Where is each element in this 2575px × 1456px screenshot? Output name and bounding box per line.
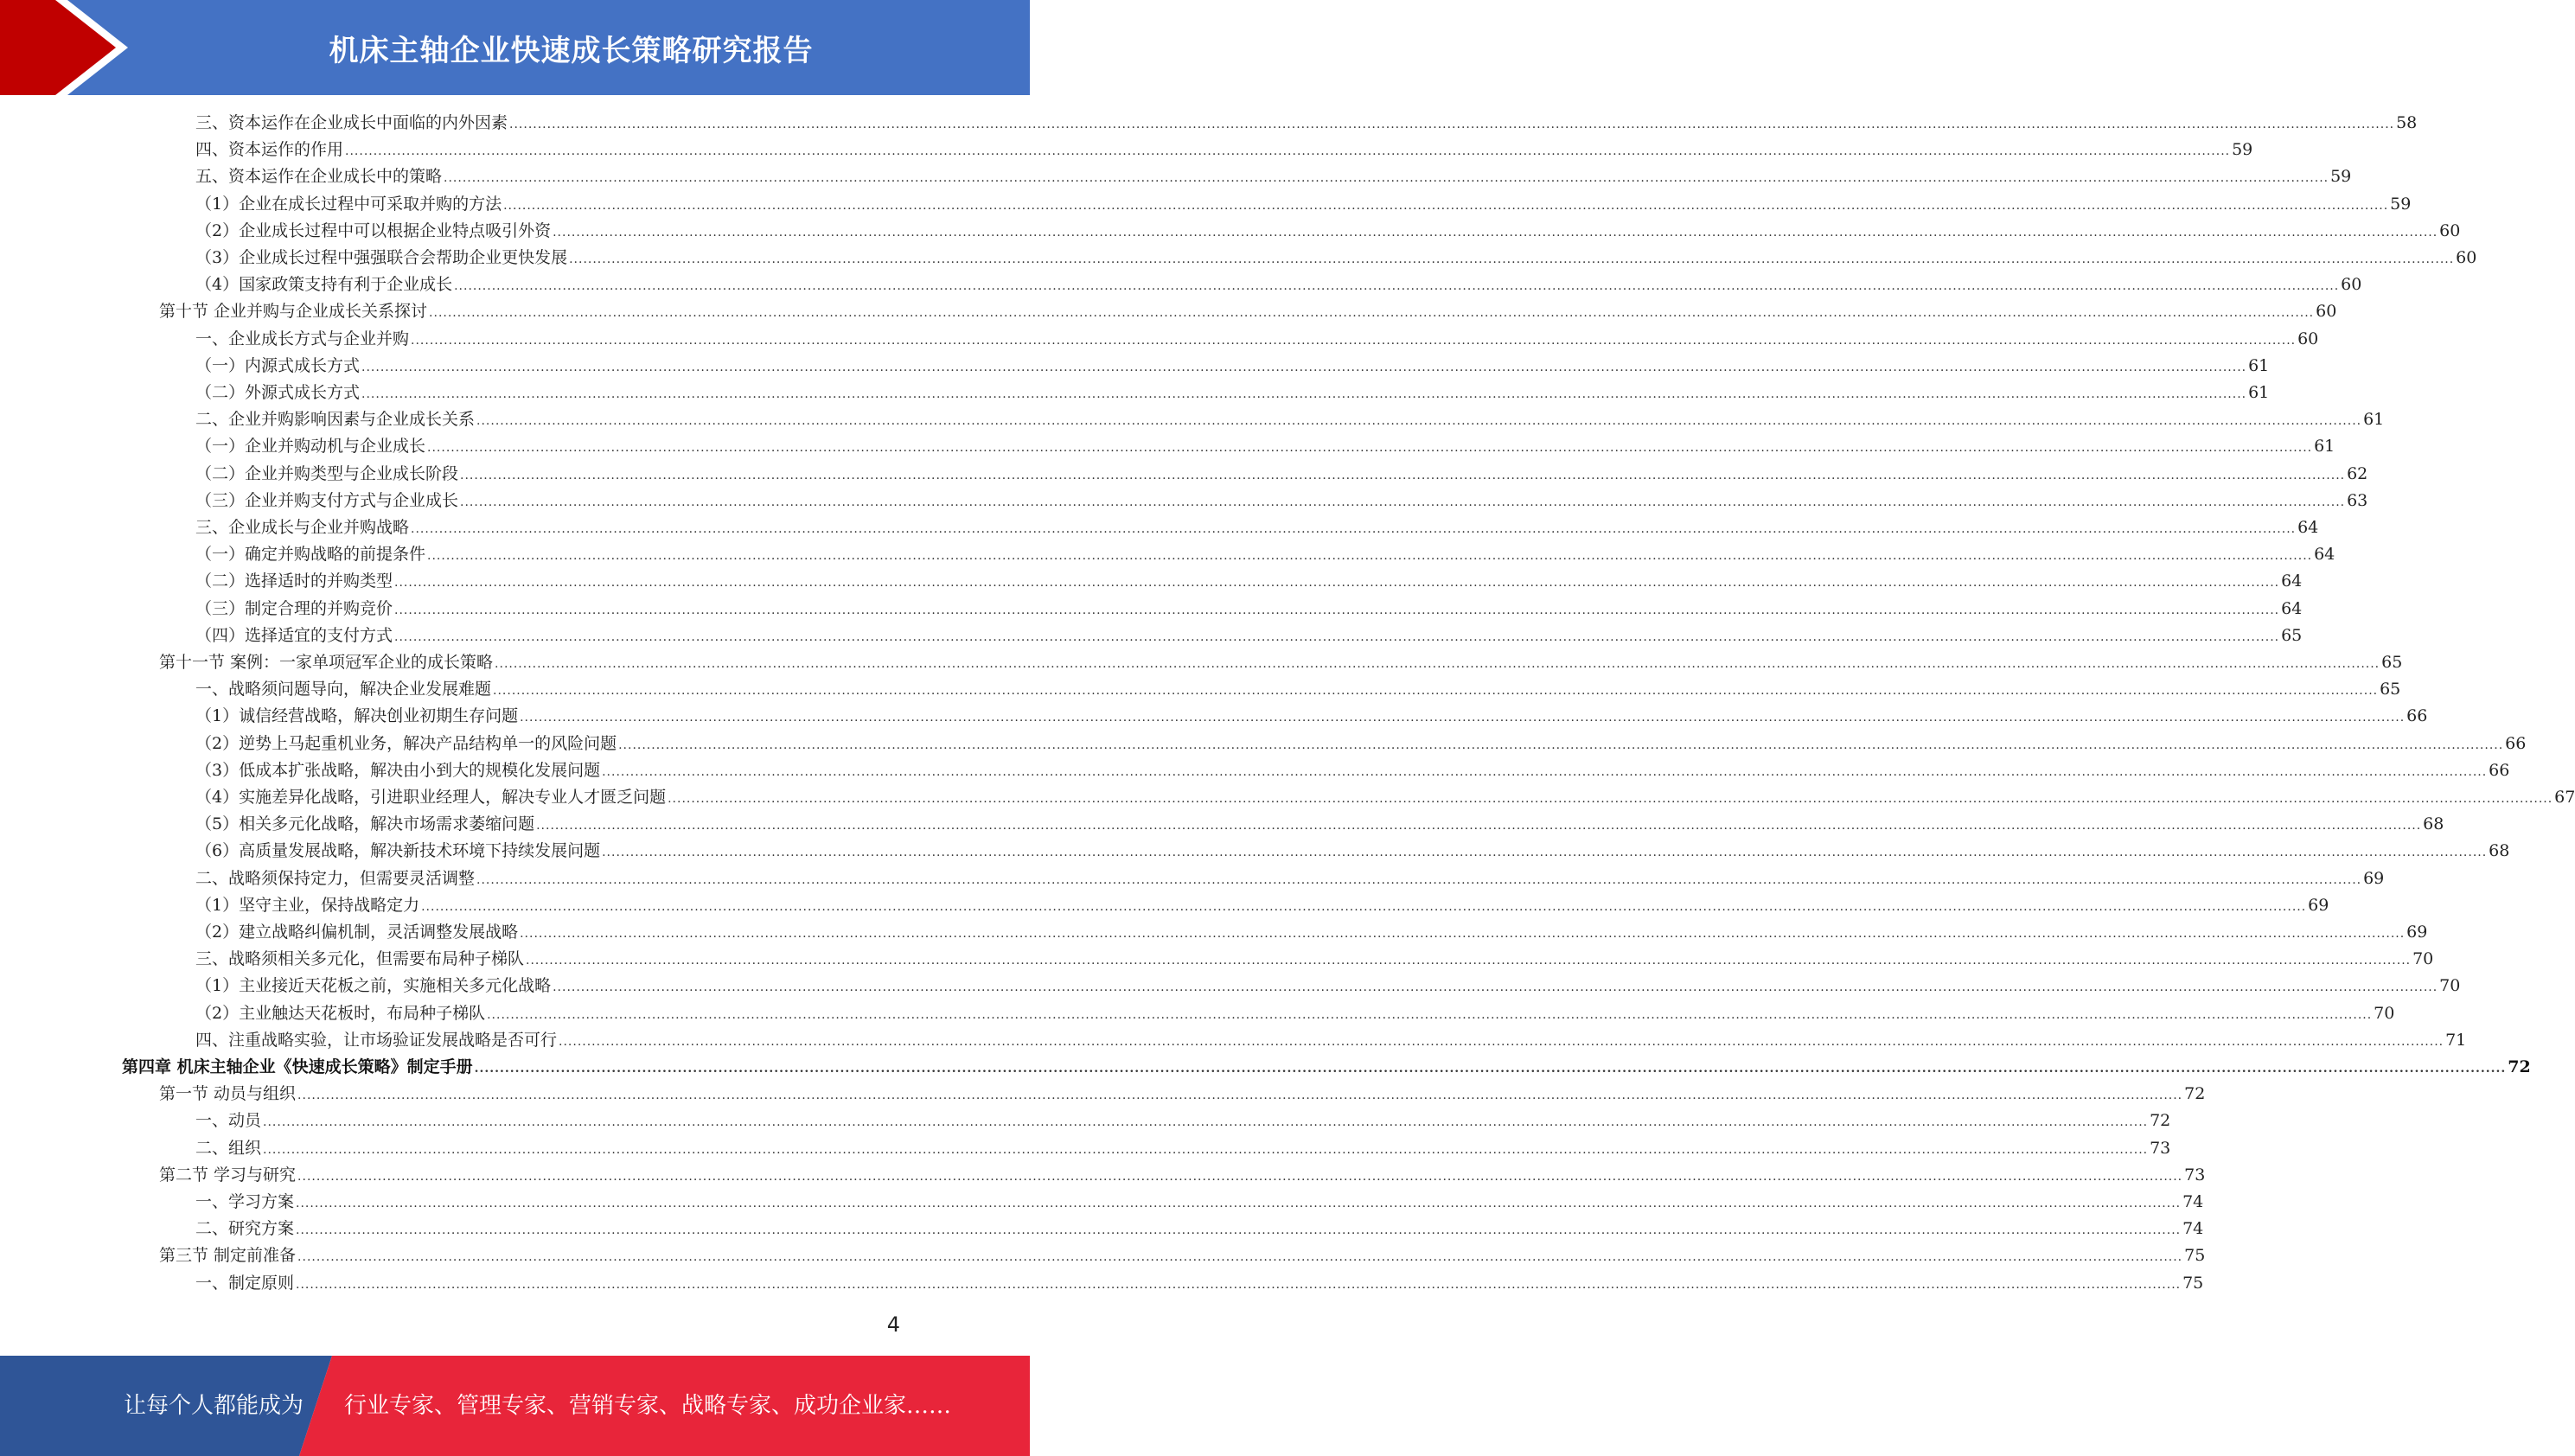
toc-dot-leader: ................................................................................................................................................................................................................................................................................................................................................................................................................ — [394, 603, 2280, 617]
footer-slogan-right: 行业专家、管理专家、营销专家、战略专家、成功企业家…… — [344, 1393, 952, 1419]
toc-entry-title: 一、学习方案 — [195, 1192, 295, 1211]
toc-entry-title: （6）高质量发展战略，解决新技术环境下持续发展问题 — [195, 841, 601, 861]
toc-dot-leader: ................................................................................................................................................................................................................................................................................................................................................................................................................ — [460, 468, 2346, 482]
toc-entry-title: 二、战略须保持定力，但需要灵活调整 — [195, 868, 476, 888]
toc-entry-page: 68 — [2423, 814, 2444, 834]
toc-entry[interactable] — [195, 218, 2461, 245]
toc-entry-page: 69 — [2363, 868, 2385, 888]
toc-entry-page: 62 — [2347, 463, 2368, 483]
page-number: 4 — [886, 1312, 900, 1337]
toc-entry-page: 60 — [2456, 248, 2477, 267]
toc-entry-title: （4）国家政策支持有利于企业成长 — [195, 275, 453, 295]
toc-entry-title: （三）制定合理的并购竞价 — [195, 598, 393, 618]
toc-dot-leader: ................................................................................................................................................................................................................................................................................................................................................................................................................ — [559, 1034, 2444, 1049]
toc-entry-page: 69 — [2308, 895, 2329, 915]
toc-entry-title: （1）主业接近天花板之前，实施相关多元化战略 — [195, 976, 552, 996]
toc-dot-leader: ................................................................................................................................................................................................................................................................................................................................................................................................................ — [553, 980, 2438, 995]
toc-entry[interactable] — [195, 1027, 2467, 1054]
toc-entry[interactable] — [195, 245, 2477, 271]
toc-dot-leader: ................................................................................................................................................................................................................................................................................................................................................................................................................ — [411, 333, 2297, 348]
toc-entry-title: 五、资本运作在企业成长中的策略 — [195, 167, 443, 187]
toc-entry[interactable] — [122, 1054, 2531, 1081]
toc-entry-page: 59 — [2390, 194, 2412, 214]
toc-dot-leader: ................................................................................................................................................................................................................................................................................................................................................................................................................ — [487, 1007, 2373, 1022]
toc-entry[interactable] — [195, 1189, 2204, 1216]
toc-entry-page: 70 — [2412, 949, 2434, 969]
toc-entry-page: 73 — [2184, 1165, 2206, 1185]
toc-entry[interactable] — [195, 1216, 2204, 1242]
toc-entry-title: 第十节 企业并购与企业成长关系探讨 — [159, 302, 428, 322]
toc-entry-page: 75 — [2184, 1246, 2206, 1266]
toc-entry-page: 71 — [2445, 1030, 2467, 1050]
toc-dot-leader: ................................................................................................................................................................................................................................................................................................................................................................................................................ — [296, 1223, 2182, 1238]
toc-dot-leader: ................................................................................................................................................................................................................................................................................................................................................................................................................ — [394, 629, 2280, 644]
toc-entry-page: 73 — [2150, 1138, 2171, 1158]
report-header — [0, 0, 1030, 95]
toc-entry-page: 60 — [2297, 329, 2319, 348]
toc-entry[interactable] — [195, 353, 2270, 380]
toc-entry-title: （3）企业成长过程中强强联合会帮助企业更快发展 — [195, 248, 568, 267]
toc-entry-title: 二、研究方案 — [195, 1219, 295, 1239]
toc-dot-leader: ................................................................................................................................................................................................................................................................................................................................................................................................................ — [361, 360, 2247, 374]
toc-entry[interactable] — [195, 596, 2303, 623]
toc-dot-leader: ................................................................................................................................................................................................................................................................................................................................................................................................................ — [427, 441, 2313, 456]
toc-entry[interactable] — [195, 946, 2434, 973]
toc-entry-page: 59 — [2232, 140, 2253, 160]
toc-entry[interactable] — [195, 757, 2510, 784]
toc-entry-page: 65 — [2380, 680, 2401, 699]
toc-dot-leader: ................................................................................................................................................................................................................................................................................................................................................................................................................ — [569, 252, 2455, 266]
toc-entry-page: 64 — [2314, 545, 2335, 565]
toc-entry-title: 第十一节 案例：一家单项冠军企业的成长策略 — [159, 653, 494, 672]
toc-dot-leader: ................................................................................................................................................................................................................................................................................................................................................................................................................ — [520, 711, 2406, 725]
toc-entry-title: （一）内源式成长方式 — [195, 355, 361, 375]
toc-dot-leader: ................................................................................................................................................................................................................................................................................................................................................................................................................ — [411, 522, 2297, 536]
toc-entry-page: 69 — [2406, 923, 2428, 942]
toc-entry-page: 59 — [2330, 167, 2352, 187]
toc-dot-leader: ................................................................................................................................................................................................................................................................................................................................................................................................................ — [297, 1089, 2183, 1103]
toc-entry[interactable] — [195, 784, 2575, 811]
toc-entry-page: 60 — [2439, 220, 2461, 240]
toc-entry-title: （3）低成本扩张战略，解决由小到大的规模化发展问题 — [195, 760, 601, 780]
toc-dot-leader: ................................................................................................................................................................................................................................................................................................................................................................................................................ — [509, 118, 2395, 131]
toc-entry[interactable] — [195, 380, 2270, 406]
toc-entry-page: 65 — [2281, 625, 2303, 645]
toc-dot-leader: ................................................................................................................................................................................................................................................................................................................................................................................................................ — [495, 657, 2380, 671]
toc-entry-title: （三）企业并购支付方式与企业成长 — [195, 490, 459, 510]
toc-dot-leader: ................................................................................................................................................................................................................................................................................................................................................................................................................ — [476, 414, 2362, 429]
toc-entry-title: （四）选择适宜的支付方式 — [195, 625, 393, 645]
toc-entry[interactable] — [195, 461, 2368, 488]
toc-entry[interactable] — [195, 1000, 2395, 1027]
toc-entry-title: 二、企业并购影响因素与企业成长关系 — [195, 410, 476, 430]
toc-dot-leader: ................................................................................................................................................................................................................................................................................................................................................................................................................ — [553, 225, 2438, 239]
toc-entry[interactable] — [195, 137, 2253, 163]
report-title: 机床主轴企业快速成长策略研究报告 — [329, 33, 814, 68]
toc-dot-leader: ................................................................................................................................................................................................................................................................................................................................................................................................................ — [263, 1115, 2149, 1130]
toc-entry-title: 第二节 学习与研究 — [159, 1165, 297, 1185]
toc-entry[interactable] — [159, 298, 2337, 325]
toc-entry-title: 第四章 机床主轴企业《快速成长策略》制定手册 — [122, 1057, 473, 1076]
toc-entry[interactable] — [195, 163, 2352, 190]
toc-entry[interactable] — [195, 892, 2329, 919]
toc-entry-page: 72 — [2184, 1084, 2206, 1104]
toc-entry-page: 61 — [2363, 410, 2385, 430]
toc-entry-title: 二、组织 — [195, 1138, 262, 1158]
toc-entry[interactable] — [195, 973, 2461, 999]
toc-entry-title: （1）企业在成长过程中可采取并购的方法 — [195, 194, 502, 214]
toc-entry[interactable] — [195, 676, 2401, 703]
toc-entry-page: 66 — [2505, 733, 2527, 753]
toc-entry-page: 70 — [2374, 1003, 2395, 1023]
toc-entry-title: （5）相关多元化战略，解决市场需求萎缩问题 — [195, 814, 535, 834]
toc-entry[interactable] — [195, 271, 2362, 298]
toc-dot-leader: ................................................................................................................................................................................................................................................................................................................................................................................................................ — [493, 684, 2379, 699]
toc-dot-leader: ................................................................................................................................................................................................................................................................................................................................................................................................................ — [263, 1142, 2149, 1157]
toc-entry[interactable] — [195, 838, 2510, 865]
toc-dot-leader: ................................................................................................................................................................................................................................................................................................................................................................................................................ — [427, 549, 2313, 564]
toc-entry[interactable] — [195, 541, 2335, 568]
toc-entry-page: 61 — [2314, 437, 2335, 457]
toc-entry[interactable] — [195, 811, 2444, 838]
footer-banner — [0, 1356, 1030, 1456]
toc-dot-leader: ................................................................................................................................................................................................................................................................................................................................................................................................................ — [460, 495, 2346, 509]
toc-entry-title: （二）企业并购类型与企业成长阶段 — [195, 463, 459, 483]
toc-entry-title: 第三节 制定前准备 — [159, 1246, 297, 1266]
toc-dot-leader: ................................................................................................................................................................................................................................................................................................................................................................................................................ — [474, 1062, 2507, 1076]
toc-entry[interactable] — [159, 1242, 2206, 1269]
toc-entry-title: 一、战略须问题导向，解决企业发展难题 — [195, 680, 492, 699]
toc-entry[interactable] — [195, 568, 2303, 595]
toc-entry-title: （二）外源式成长方式 — [195, 383, 361, 402]
toc-entry[interactable] — [195, 1270, 2204, 1297]
toc-entry-page: 75 — [2182, 1273, 2204, 1293]
toc-entry-title: （二）选择适时的并购类型 — [195, 572, 393, 591]
toc-entry-page: 72 — [2150, 1111, 2171, 1131]
toc-entry[interactable] — [195, 488, 2368, 514]
toc-dot-leader: ................................................................................................................................................................................................................................................................................................................................................................................................................ — [668, 792, 2553, 806]
toc-entry-page: 66 — [2489, 760, 2510, 780]
toc-dot-leader: ................................................................................................................................................................................................................................................................................................................................................................................................................ — [394, 576, 2280, 591]
toc-entry-page: 66 — [2406, 706, 2428, 726]
toc-entry-title: 一、制定原则 — [195, 1273, 295, 1293]
toc-entry[interactable] — [195, 731, 2527, 757]
toc-entry-title: （1）坚守主业，保持战略定力 — [195, 895, 420, 915]
toc-dot-leader: ................................................................................................................................................................................................................................................................................................................................................................................................................ — [618, 738, 2504, 752]
toc-dot-leader: ................................................................................................................................................................................................................................................................................................................................................................................................................ — [536, 819, 2422, 833]
toc-entry[interactable] — [195, 326, 2319, 353]
toc-dot-leader: ................................................................................................................................................................................................................................................................................................................................................................................................................ — [476, 872, 2362, 887]
toc-dot-leader: ................................................................................................................................................................................................................................................................................................................................................................................................................ — [444, 171, 2329, 186]
toc-entry-title: （一）确定并购战略的前提条件 — [195, 545, 426, 565]
toc-entry-page: 65 — [2381, 653, 2403, 672]
toc-entry-page: 74 — [2182, 1192, 2204, 1211]
toc-entry-page: 61 — [2248, 355, 2270, 375]
toc-dot-leader: ................................................................................................................................................................................................................................................................................................................................................................................................................ — [421, 899, 2307, 914]
toc-entry-title: （4）实施差异化战略，引进职业经理人，解决专业人才匮乏问题 — [195, 788, 667, 807]
toc-dot-leader: ................................................................................................................................................................................................................................................................................................................................................................................................................ — [297, 1250, 2183, 1265]
toc-dot-leader: ................................................................................................................................................................................................................................................................................................................................................................................................................ — [602, 764, 2488, 779]
toc-entry-title: 三、战略须相关多元化，但需要布局种子梯队 — [195, 949, 525, 969]
toc-dot-leader: ................................................................................................................................................................................................................................................................................................................................................................................................................ — [345, 144, 2231, 159]
toc-entry-title: （2）主业触达天花板时，布局种子梯队 — [195, 1003, 486, 1023]
toc-entry[interactable] — [195, 514, 2319, 541]
toc-entry[interactable] — [195, 703, 2428, 730]
toc-dot-leader: ................................................................................................................................................................................................................................................................................................................................................................................................................ — [429, 306, 2315, 321]
toc-entry-title: （2）逆势上马起重机业务，解决产品结构单一的风险问题 — [195, 733, 617, 753]
toc-entry-title: （一）企业并购动机与企业成长 — [195, 437, 426, 457]
toc-entry-page: 74 — [2182, 1219, 2204, 1239]
toc-entry-title: 三、企业成长与企业并购战略 — [195, 518, 410, 537]
toc-entry-title: 一、企业成长方式与企业并购 — [195, 329, 410, 348]
toc-dot-leader: ................................................................................................................................................................................................................................................................................................................................................................................................................ — [297, 1169, 2183, 1184]
toc-entry-title: 一、动员 — [195, 1111, 262, 1131]
toc-entry[interactable] — [195, 623, 2303, 649]
toc-entry-title: 第一节 动员与组织 — [159, 1084, 297, 1104]
toc-entry-page: 60 — [2341, 275, 2362, 295]
toc-entry-page: 60 — [2316, 302, 2337, 322]
toc-entry-page: 70 — [2439, 976, 2461, 996]
toc-entry-title: （1）诚信经营战略，解决创业初期生存问题 — [195, 706, 519, 726]
toc-entry-title: （2）建立战略纠偏机制，灵活调整发展战略 — [195, 923, 519, 942]
toc-entry-page: 68 — [2489, 841, 2510, 861]
toc-entry[interactable] — [195, 919, 2428, 946]
toc-dot-leader: ................................................................................................................................................................................................................................................................................................................................................................................................................ — [296, 1277, 2182, 1292]
toc-entry[interactable] — [159, 649, 2403, 676]
toc-entry[interactable] — [195, 191, 2412, 218]
toc-entry-page: 67 — [2554, 788, 2575, 807]
toc-entry-page: 61 — [2248, 383, 2270, 402]
toc-entry-page: 58 — [2396, 113, 2418, 132]
toc-entry-title: 四、资本运作的作用 — [195, 140, 344, 160]
toc-entry[interactable] — [159, 1162, 2206, 1189]
toc-dot-leader: ................................................................................................................................................................................................................................................................................................................................................................................................................ — [520, 927, 2406, 941]
toc-dot-leader: ................................................................................................................................................................................................................................................................................................................................................................................................................ — [454, 279, 2340, 294]
toc-entry-page: 63 — [2347, 490, 2368, 510]
toc-entry[interactable] — [195, 110, 2418, 137]
toc-dot-leader: ................................................................................................................................................................................................................................................................................................................................................................................................................ — [602, 846, 2488, 860]
toc-entry-title: 四、注重战略实验，让市场验证发展战略是否可行 — [195, 1030, 558, 1050]
toc-entry[interactable] — [195, 433, 2335, 460]
toc-dot-leader: ................................................................................................................................................................................................................................................................................................................................................................................................................ — [296, 1197, 2182, 1210]
toc-dot-leader: ................................................................................................................................................................................................................................................................................................................................................................................................................ — [361, 387, 2247, 401]
toc-entry-page: 72 — [2508, 1057, 2531, 1076]
toc-entry-title: 三、资本运作在企业成长中面临的内外因素 — [195, 113, 508, 132]
toc-entry-page: 64 — [2281, 598, 2303, 618]
toc-entry[interactable] — [195, 1135, 2171, 1162]
toc-entry-page: 64 — [2297, 518, 2319, 537]
toc-entry-page: 64 — [2281, 572, 2303, 591]
toc-entry-title: （2）企业成长过程中可以根据企业特点吸引外资 — [195, 220, 552, 240]
toc-dot-leader: ................................................................................................................................................................................................................................................................................................................................................................................................................ — [503, 198, 2389, 213]
toc-entry[interactable] — [195, 1108, 2171, 1134]
toc-entry[interactable] — [195, 406, 2385, 433]
footer-slogan-left: 让每个人都能成为 — [124, 1393, 304, 1419]
toc-entry[interactable] — [195, 865, 2385, 892]
toc-entry[interactable] — [159, 1081, 2206, 1108]
toc-dot-leader: ................................................................................................................................................................................................................................................................................................................................................................................................................ — [526, 954, 2412, 968]
